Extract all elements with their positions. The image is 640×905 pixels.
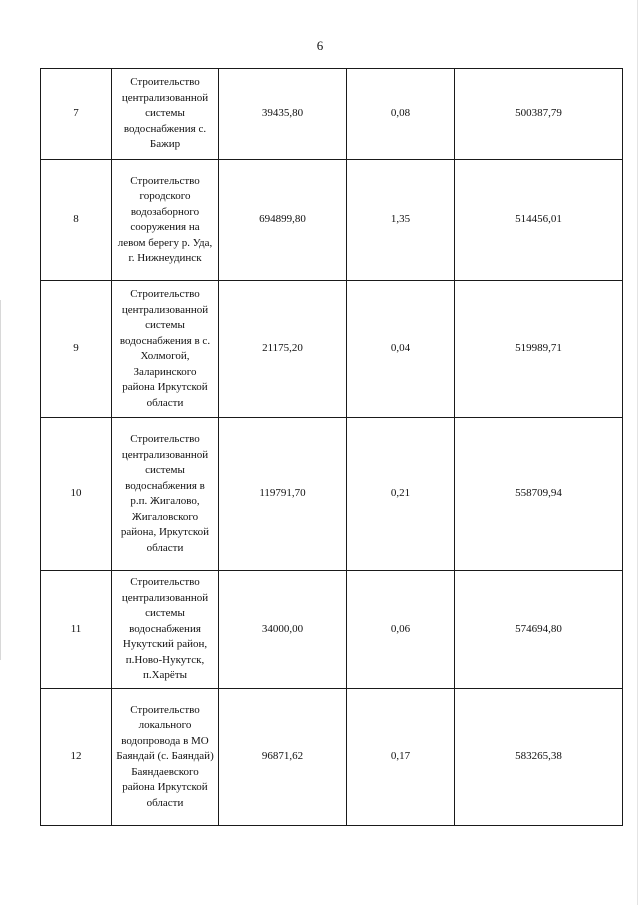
row-number: 12 — [41, 689, 112, 826]
project-name: Строительство централизованной системы водоснабжения в р.п. Жигалово, Жигаловского района, Иркутской области — [112, 418, 219, 571]
value-c: 583265,38 — [455, 689, 623, 826]
table-row — [41, 281, 623, 418]
value-b: 0,08 — [347, 69, 455, 160]
value-c: 500387,79 — [455, 69, 623, 160]
project-name: Строительство централизованной системы водоснабжения Нукутский район, п.Ново-Нукутск, п.Харёты — [112, 571, 219, 689]
row-number: 9 — [41, 281, 112, 418]
value-c: 558709,94 — [455, 418, 623, 571]
table-row — [41, 571, 623, 689]
value-a: 34000,00 — [219, 571, 347, 689]
value-b: 0,21 — [347, 418, 455, 571]
table-row — [41, 689, 623, 826]
row-number: 11 — [41, 571, 112, 689]
value-b: 0,06 — [347, 571, 455, 689]
project-name: Строительство централизованной системы водоснабжения в с. Холмогой, Заларинского района Иркутской области — [112, 281, 219, 418]
value-c: 519989,71 — [455, 281, 623, 418]
value-a: 694899,80 — [219, 160, 347, 281]
value-c: 514456,01 — [455, 160, 623, 281]
table-row — [41, 160, 623, 281]
project-name: Строительство городского водозаборного сооружения на левом берегу р. Уда, г. Нижнеудинск — [112, 160, 219, 281]
table-row — [41, 69, 623, 160]
value-a: 39435,80 — [219, 69, 347, 160]
value-a: 96871,62 — [219, 689, 347, 826]
project-name: Строительство централизованной системы водоснабжения с. Бажир — [112, 69, 219, 160]
scan-edge-right — [637, 0, 638, 905]
value-b: 0,17 — [347, 689, 455, 826]
row-number: 10 — [41, 418, 112, 571]
value-a: 21175,20 — [219, 281, 347, 418]
row-number: 7 — [41, 69, 112, 160]
page-number: 6 — [316, 38, 324, 53]
value-b: 0,04 — [347, 281, 455, 418]
value-b: 1,35 — [347, 160, 455, 281]
row-number: 8 — [41, 160, 112, 281]
data-table — [40, 68, 623, 826]
value-a: 119791,70 — [219, 418, 347, 571]
scan-edge-left — [0, 300, 1, 660]
table-row — [41, 418, 623, 571]
project-name: Строительство локального водопровода в МО Баяндай (с. Баяндай) Баяндаевского района Иркутской области — [112, 689, 219, 826]
value-c: 574694,80 — [455, 571, 623, 689]
